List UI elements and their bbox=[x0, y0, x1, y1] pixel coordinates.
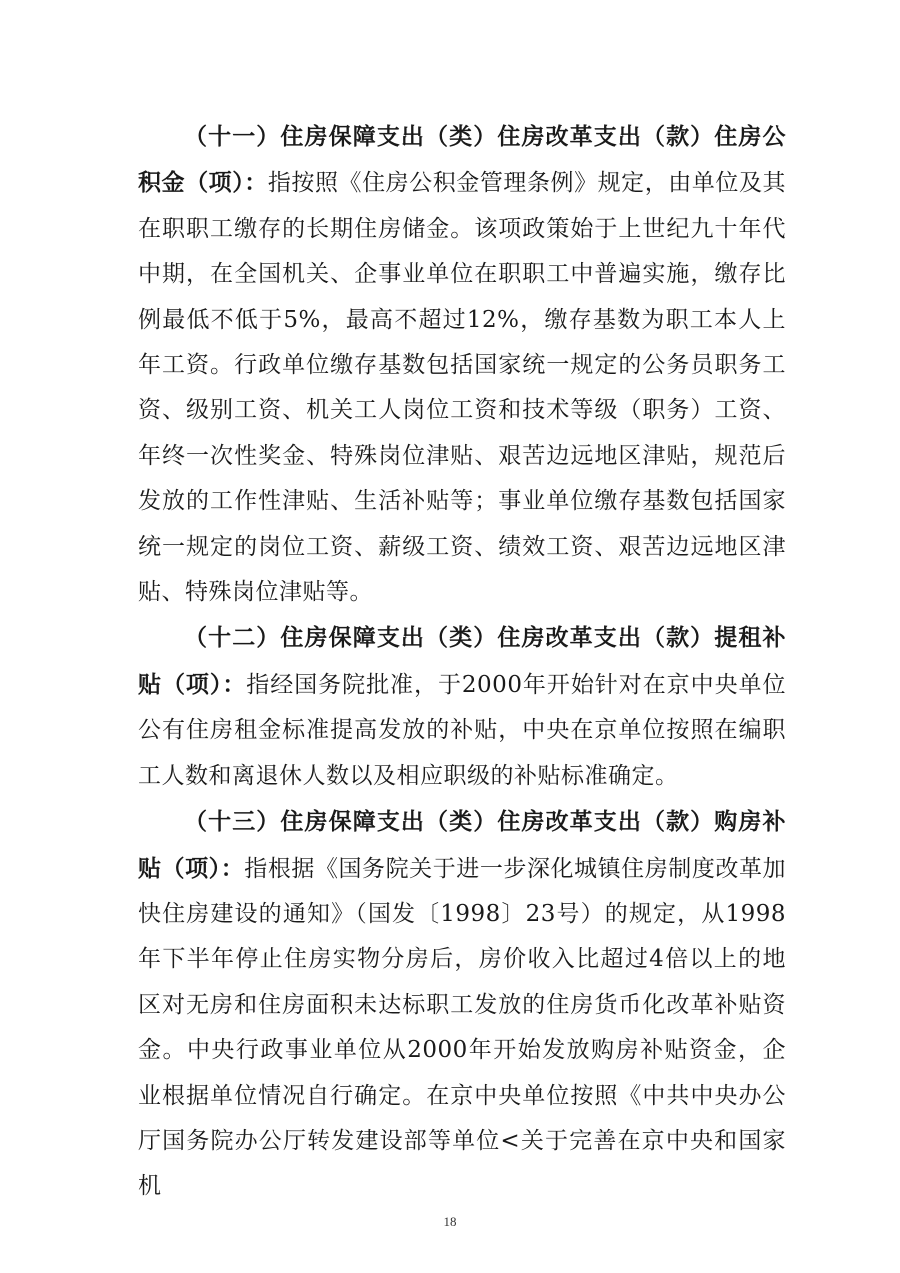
section-heading-rent-subsidy: （十二）住房保障支出（类）住房改革支出（款）提租补贴（项）： bbox=[138, 624, 786, 698]
section-paragraph-housing-provident-fund bbox=[138, 114, 786, 615]
section-paragraph-rent-subsidy bbox=[138, 615, 786, 799]
section-heading-housing-provident-fund: （十一）住房保障支出（类）住房改革支出（款）住房公积金（项）： bbox=[138, 123, 786, 197]
page-number: 18 bbox=[443, 1214, 457, 1229]
document-body bbox=[138, 114, 786, 1210]
section-body-purchase-subsidy: 指根据《国务院关于进一步深化城镇住房制度改革加快住房建设的通知》（国发〔1998〕23号）的规定，从1998年下半年停止住房实物分房后，房价收入比超过4倍以上的地区对无房和住房面积未达标职工发放的住房货币化改革补贴资金。中央行政事业单位从2000年开始发放购房补贴资金，企业根据单位情况自行确定。在京中央单位按照《中共中央办公厅国务院办公厅转发建设部等单位<关于完善在京中央和国家机 bbox=[138, 855, 787, 1200]
section-body-rent-subsidy: 指经国务院批准，于2000年开始针对在京中央单位公有住房租金标准提高发放的补贴，中央在京单位按照在编职工人数和离退休人数以及相应职级的补贴标准确定。 bbox=[138, 671, 786, 789]
section-heading-purchase-subsidy: （十三）住房保障支出（类）住房改革支出（款）购房补贴（项）： bbox=[138, 808, 786, 882]
section-paragraph-purchase-subsidy bbox=[138, 799, 786, 1210]
section-body-housing-provident-fund: 指按照《住房公积金管理条例》规定，由单位及其在职职工缴存的长期住房储金。该项政策始于上世纪九十年代中期，在全国机关、企事业单位在职职工中普遍实施，缴存比例最低不低于5%，最高不超过12%，缴存基数为职工本人上年工资。行政单位缴存基数包括国家统一规定的公务员职务工资、级别工资、机关工人岗位工资和技术等级（职务）工资、年终一次性奖金、特殊岗位津贴、艰苦边远地区津贴，规范后发放的工作性津贴、生活补贴等；事业单位缴存基数包括国家统一规定的岗位工资、薪级工资、绩效工资、艰苦边远地区津贴、特殊岗位津贴等。 bbox=[138, 170, 787, 606]
